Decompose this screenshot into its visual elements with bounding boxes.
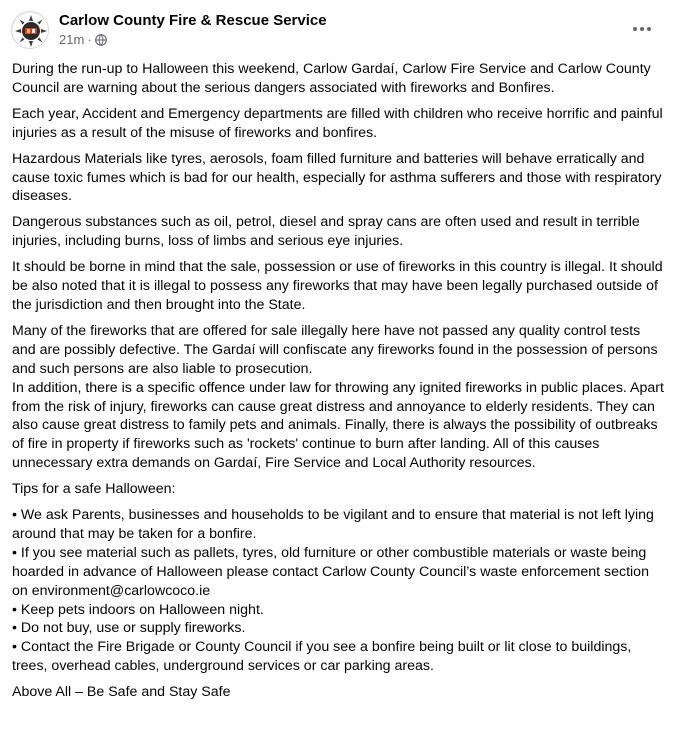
- post-header: [0, 0, 673, 58]
- post-time[interactable]: 21m: [59, 32, 85, 47]
- post-paragraph: It should be borne in mind that the sale, possession or use of fireworks in this country is illegal. It should be also noted that it is illegal to possess any fireworks that may have been legally purchased outside of the jurisdiction and then brought into the State.: [12, 259, 663, 313]
- post-body: [12, 60, 664, 709]
- post-paragraph: Dangerous substances such as oil, petrol, diesel and spray cans are often used and result in terrible injuries, including burns, loss of limbs and serious eye injuries.: [12, 214, 640, 250]
- tip-item: • If you see material such as pallets, tyres, old furniture or other combustible materials or waste being hoarded in advance of Halloween please contact Carlow County Council’s waste enforcement section on environment@carlowcoco.ie: [12, 544, 649, 599]
- post-paragraph: In addition, there is a specific offence under law for throwing any ignited fireworks in public places. Apart from the risk of injury, fireworks can cause great distress and annoyance to elderly residents. They can also cause great distress to family pets and animals. Finally, there is always the possibility of outbreaks of fire in property if fireworks such as 'rockets' continue to burn after landing. All of this causes unnecessary extra demands on Gardaí, Fire Service and Local Authority resources.: [12, 379, 664, 472]
- tip-item: • We ask Parents, businesses and households to be vigilant and to ensure that material is not left lying around that may be taken for a bonfire.: [12, 507, 654, 542]
- tip-item: • Contact the Fire Brigade or County Council if you see a bonfire being built or lit close to buildings, trees, overhead cables, underground services or car parking areas.: [12, 639, 632, 675]
- tip-item: • Keep pets indoors on Halloween night.: [12, 601, 264, 618]
- tips-heading: Tips for a safe Halloween:: [12, 481, 176, 498]
- fire-service-crest-icon: [12, 12, 49, 49]
- more-options-button[interactable]: [626, 16, 658, 42]
- more-options-dot: [647, 27, 651, 31]
- tip-item: • Do not buy, use or supply fireworks.: [12, 620, 246, 637]
- post-paragraph: Many of the fireworks that are offered for sale illegally here have not passed any quality control tests and are possibly defective. The Gardaí will confiscate any fireworks found in the possession of persons and such persons are also liable to prosecution.: [12, 322, 658, 377]
- more-options-icon: [633, 27, 637, 31]
- post-paragraph: Hazardous Materials like tyres, aerosols, foam filled furniture and batteries will behave erratically and cause toxic fumes which is bad for our health, especially for asthma sufferers and those with respiratory diseases.: [12, 150, 662, 205]
- meta-separator: ·: [87, 32, 92, 47]
- closing-line: Above All – Be Safe and Stay Safe: [12, 684, 231, 701]
- page-avatar[interactable]: [11, 11, 49, 49]
- post-paragraph: During the run-up to Halloween this weekend, Carlow Gardaí, Carlow Fire Service and Carlow County Council are warning about the serious dangers associated with fireworks and Bonfires.: [12, 61, 651, 96]
- post-meta: [59, 32, 107, 48]
- page-name[interactable]: Carlow County Fire & Rescue Service: [59, 12, 327, 29]
- more-options-dot: [640, 27, 644, 31]
- post-paragraph: Each year, Accident and Emergency departments are filled with children who receive horrific and painful injuries as a result of the misuse of fireworks and bonfires.: [12, 105, 663, 141]
- tips-list: [12, 506, 664, 676]
- globe-icon[interactable]: [95, 34, 107, 46]
